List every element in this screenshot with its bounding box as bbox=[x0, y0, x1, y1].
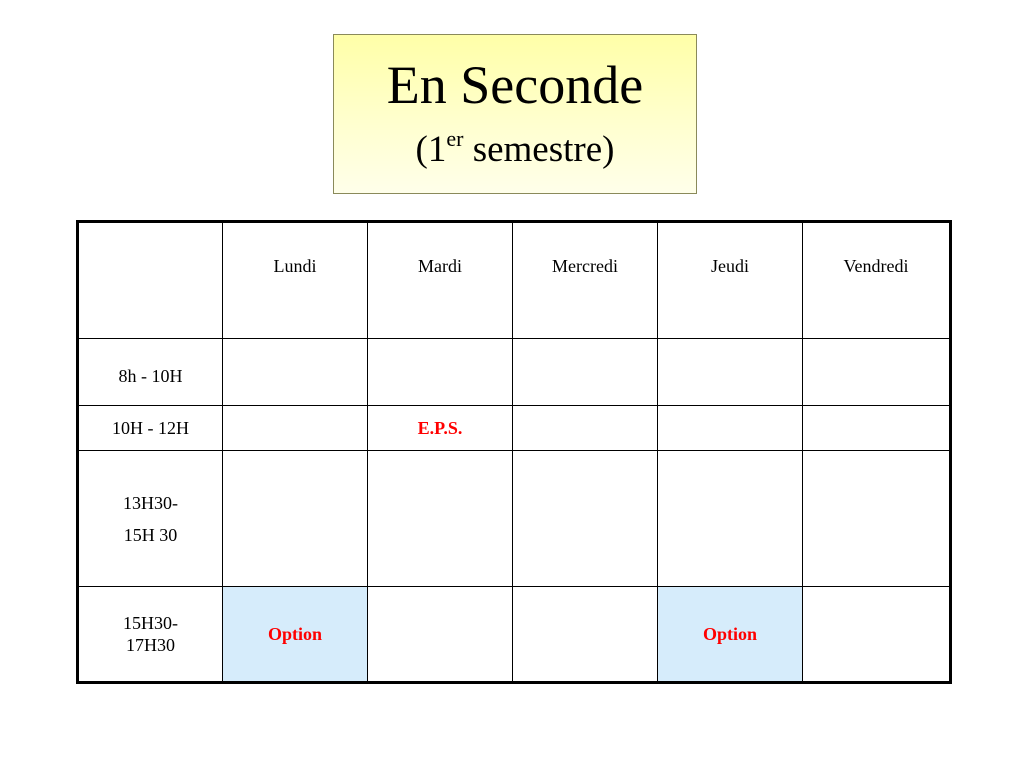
time-slot-line: 17H30 bbox=[126, 635, 175, 656]
schedule-cell bbox=[513, 405, 658, 451]
schedule-cell bbox=[658, 451, 803, 587]
schedule-cell bbox=[803, 451, 951, 587]
schedule-cell bbox=[513, 451, 658, 587]
schedule-cell bbox=[368, 587, 513, 683]
schedule-cell bbox=[513, 587, 658, 683]
subtitle-superscript: er bbox=[446, 125, 464, 151]
schedule-cell bbox=[368, 338, 513, 405]
schedule-cell bbox=[513, 338, 658, 405]
schedule-cell bbox=[658, 338, 803, 405]
time-slot-line: 15H 30 bbox=[123, 524, 178, 545]
day-header: Mercredi bbox=[513, 222, 658, 339]
schedule-cell bbox=[223, 451, 368, 587]
schedule-table bbox=[76, 220, 952, 684]
day-header: Jeudi bbox=[658, 222, 803, 339]
subtitle-prefix: (1 bbox=[415, 129, 447, 170]
day-header: Vendredi bbox=[803, 222, 951, 339]
schedule-cell bbox=[223, 338, 368, 405]
schedule-cell bbox=[803, 338, 951, 405]
time-slot-label bbox=[78, 451, 223, 587]
schedule-cell bbox=[368, 451, 513, 587]
time-slot-line: 13H30- bbox=[123, 492, 178, 513]
time-slot-label bbox=[78, 587, 223, 683]
time-slot-label: 10H - 12H bbox=[78, 405, 223, 451]
corner-cell bbox=[78, 222, 223, 339]
time-slot-row bbox=[78, 405, 951, 451]
subtitle-suffix: semestre) bbox=[463, 129, 615, 170]
time-slot-row bbox=[78, 338, 951, 405]
header-row bbox=[78, 222, 951, 339]
course-eps: E.P.S. bbox=[368, 405, 513, 451]
day-header: Lundi bbox=[223, 222, 368, 339]
title-box bbox=[333, 34, 697, 194]
time-slot-line: 15H30- bbox=[123, 613, 178, 634]
time-slot-row bbox=[78, 451, 951, 587]
course-option: Option bbox=[658, 587, 803, 683]
schedule-cell bbox=[803, 587, 951, 683]
page-title: En Seconde bbox=[386, 55, 644, 115]
day-header: Mardi bbox=[368, 222, 513, 339]
page-subtitle bbox=[334, 125, 696, 175]
time-slot-row bbox=[78, 587, 951, 683]
schedule-cell bbox=[223, 405, 368, 451]
course-option: Option bbox=[223, 587, 368, 683]
time-slot-label: 8h - 10H bbox=[78, 338, 223, 405]
schedule-cell bbox=[803, 405, 951, 451]
schedule-cell bbox=[658, 405, 803, 451]
